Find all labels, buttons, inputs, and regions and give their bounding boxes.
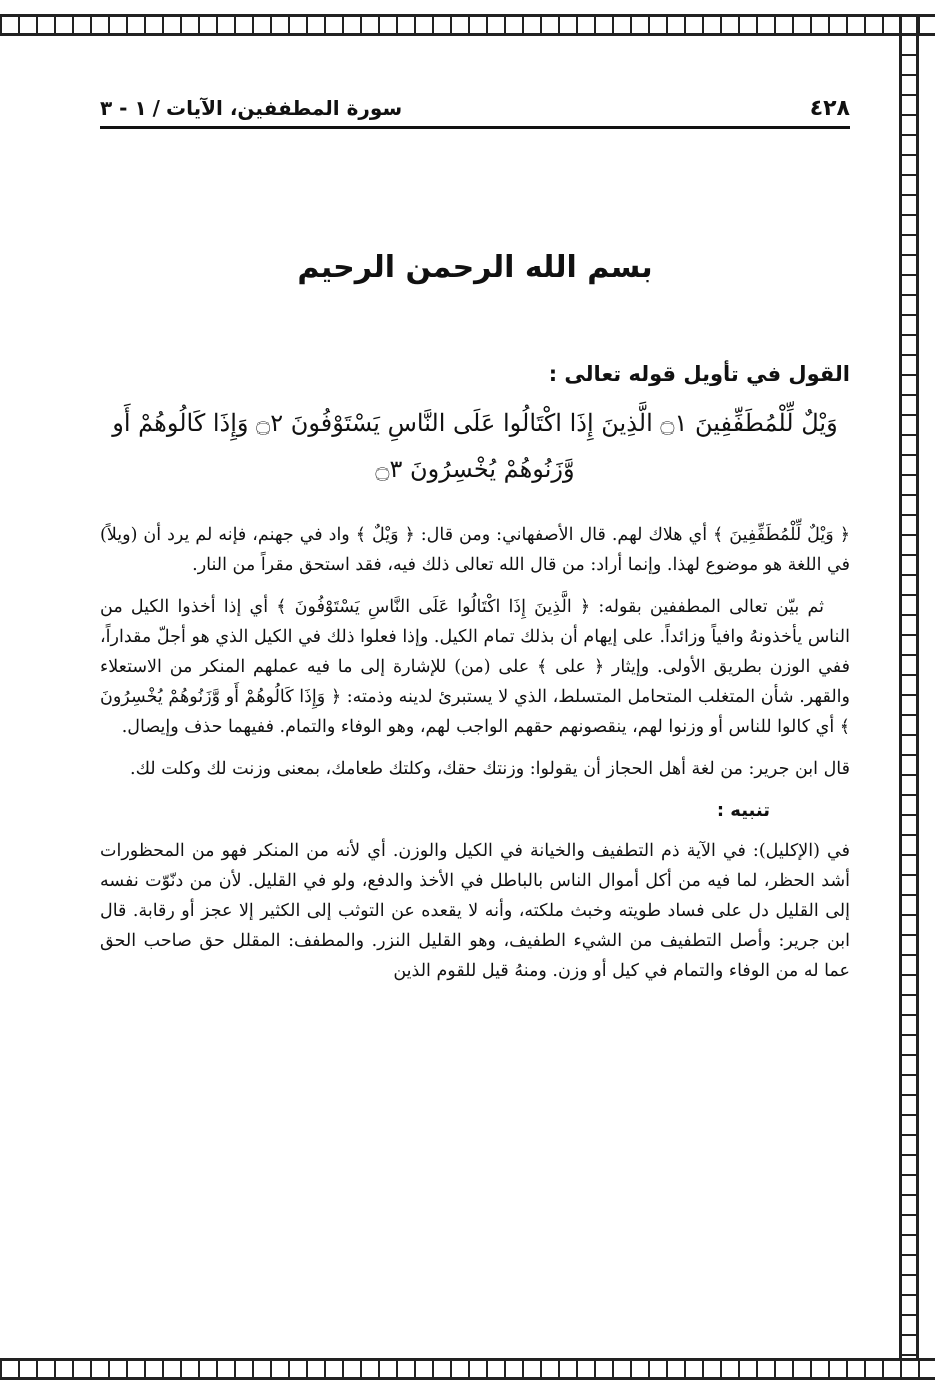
verse-range: ١ - ٣ [100,96,147,120]
book-page [100,70,850,1340]
top-border-ornament [0,14,935,36]
commentary-body [100,520,850,998]
commentary-paragraph: ثم بيّن تعالى المطففين بقوله: ﴿ الَّذِينَ إِذَا اكْتَالُوا عَلَى النَّاسِ يَسْتَوْفُونَ ﴾ أي إذا أخذوا الكيل من الناس يأخذونهُ وافياً وزائداً. على إيهام أن بذلك تمام الكيل. وإذا فعلوا ذلك في الكيل الذي هو أجلّ مقداراً، ففي الوزن بطريق الأولى. وإيثار ﴿ على ﴾ على (من) للإشارة إلى ما فيه عملهم المنكر من الاستعلاء والقهر. شأن المتغلب المتحامل المتسلط، الذي لا يستبرئ لدينه وذمته: ﴿ وَإِذَا كَالُوهُمْ أَو وَّزَنُوهُمْ يُخْسِرُونَ ﴾ أي كالوا للناس أو وزنوا لهم، ينقصونهم حقهم الواجب لهم، وهو الوفاء والتمام. ففيهما حذف وإيصال. [100,597,850,737]
section-title: القول في تأويل قوله تعالى : [548,362,850,386]
commentary-paragraph: في (الإكليل): في الآية ذم التطفيف والخيانة في الكيل والوزن. أي لأنه من المنكر فهو من المحظورات أشد الحظر، لما فيه من أكل أموال الناس بالباطل في الأخذ والدفع، ولو في القليل. لأن من دنّوّت نفسه إلى القليل دل على فساد طويته وخبث ملكته، وأنه لا يقعده عن التوثب إلى الكثير إلا عجز أو رقابة. قال ابن جرير: وأصل التطفيف من الشيء الطفيف، وهو القليل النزر. والمطفف: المقلل حق صاحب الحق عما له من الوفاء والتمام في كيل أو وزن. ومنهُ قيل للقوم الذين [100,841,850,981]
verse-line-1: وَيْلٌ لِّلْمُطَفِّفِينَ ۝١ الَّذِينَ إِذَا اكْتَالُوا عَلَى النَّاسِ يَسْتَوْفُونَ ۝٢ وَإِذَا كَالُوهُمْ أَو [112,409,838,437]
surah-title: سورة المطففين، الآيات [165,96,403,120]
bottom-border-ornament [0,1358,935,1380]
note-heading: تنبيه : [716,800,770,821]
page-header [100,90,850,129]
right-border-ornament [899,14,919,1374]
commentary-paragraph: ﴿ وَيْلٌ لِّلْمُطَفِّفِينَ ﴾ أي هلاك لهم. قال الأصفهاني: ومن قال: ﴿ وَيْلٌ ﴾ واد في جهنم، فإنه لم يرد أن (ويلاً) في اللغة هو موضوع لهذا. وإنما أراد: من قال الله تعالى ذلك فيه، فقد استحق مقراً من النار. [100,525,850,575]
page-number: ٤٢٨ [809,95,850,121]
commentary-paragraph: قال ابن جرير: من لغة أهل الحجاز أن يقولوا: وزنتك حقك، وكلتك طعامك، بمعنى وزنت لك وكلت لك. [130,759,850,779]
title-separator: / [152,96,160,120]
basmala-heading: بسم الله الرحمن الرحيم [297,250,653,285]
running-title [100,96,402,120]
quran-verse-block [100,400,850,492]
verse-line-2: وَّزَنُوهُمْ يُخْسِرُونَ ۝٣ [375,455,575,483]
